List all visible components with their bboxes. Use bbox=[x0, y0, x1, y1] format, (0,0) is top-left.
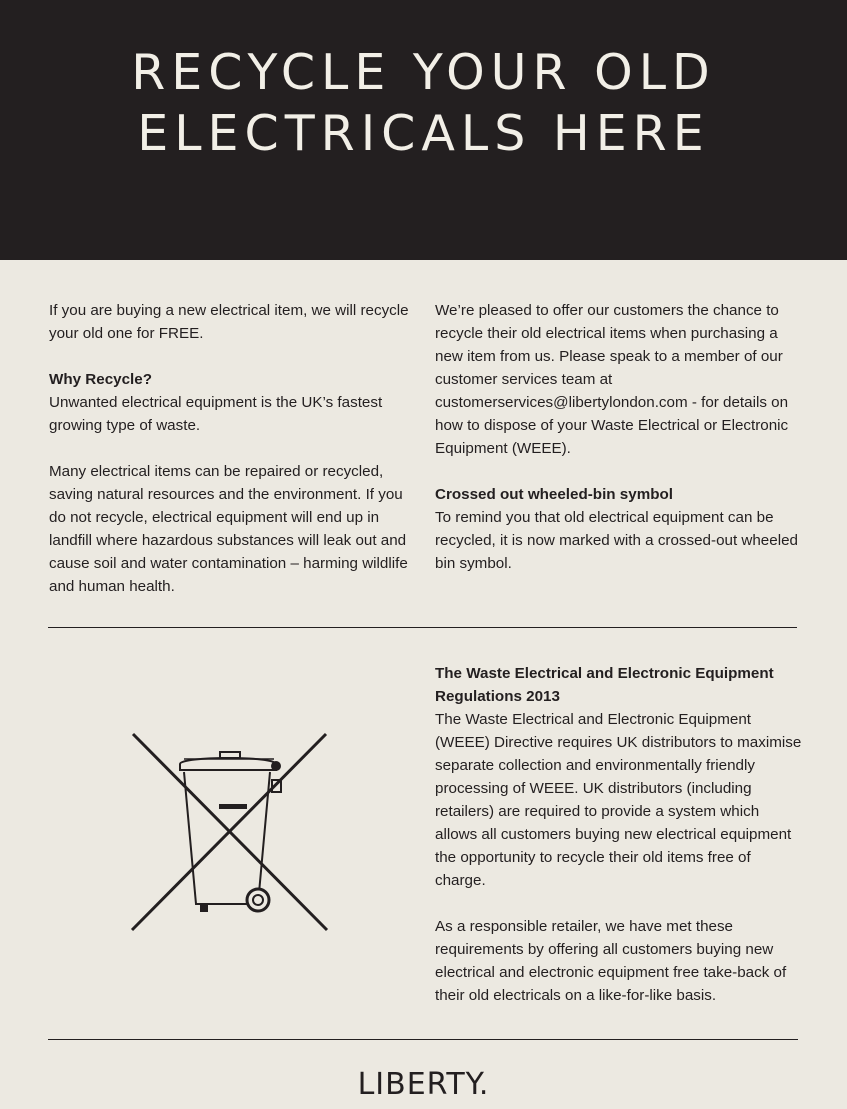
footer-divider bbox=[48, 1039, 798, 1040]
regulations-section bbox=[435, 662, 805, 892]
offer-paragraph: If you are buying a new electrical item, we will recycle your old one for FREE. bbox=[49, 302, 409, 342]
why-recycle-heading: Why Recycle? bbox=[49, 371, 152, 388]
impact-paragraph: Many electrical items can be repaired or recycled, saving natural resources and the environment. If you do not recycle, electrical equipment will end up in landfill where hazardous substances will leak out and cause soil and water contamination – harming wildlife and human health. bbox=[49, 463, 408, 595]
regulations-column bbox=[435, 662, 805, 1007]
divider bbox=[48, 627, 797, 628]
service-column bbox=[435, 299, 805, 575]
regulations-heading: The Waste Electrical and Electronic Equipment Regulations 2013 bbox=[435, 665, 774, 705]
retailer-paragraph: As a responsible retailer, we have met these requirements by offering all customers buying new electrical and electronic equipment free take-back of their old electricals on a like-for-like basis. bbox=[435, 918, 787, 1004]
page-title-line-2: ELECTRICALS HERE bbox=[137, 105, 710, 162]
header-banner bbox=[0, 0, 847, 260]
bin-symbol-text: To remind you that old electrical equipment can be recycled, it is now marked with a crossed-out wheeled bin symbol. bbox=[435, 509, 798, 572]
why-recycle-section bbox=[49, 368, 419, 437]
bin-symbol-section bbox=[435, 483, 805, 575]
directive-text: The Waste Electrical and Electronic Equipment (WEEE) Directive requires UK distributors to maximise separate collection and environmentally friendly processing of WEEE. UK distributors (including retailers) are required to provide a system which allows all customers buying new electrical equipment the opportunity to recycle their old items free of charge. bbox=[435, 711, 802, 889]
intro-column bbox=[49, 299, 419, 598]
page-title bbox=[0, 42, 847, 164]
why-recycle-text: Unwanted electrical equipment is the UK’s fastest growing type of waste. bbox=[49, 394, 383, 434]
crossed-out-wheeled-bin-icon bbox=[128, 728, 332, 936]
bin-symbol-heading: Crossed out wheeled-bin symbol bbox=[435, 486, 673, 503]
service-paragraph: We’re pleased to offer our customers the chance to recycle their old electrical items when purchasing a new item from us. Please speak to a member of our customer services team at customerservices@libertylondon.com - for details on how to dispose of your Waste Electrical or Electronic Equipment (WEEE). bbox=[435, 302, 789, 457]
liberty-logo: LIBERTY. bbox=[357, 1067, 490, 1102]
page-title-line-1: RECYCLE YOUR OLD bbox=[131, 44, 716, 101]
